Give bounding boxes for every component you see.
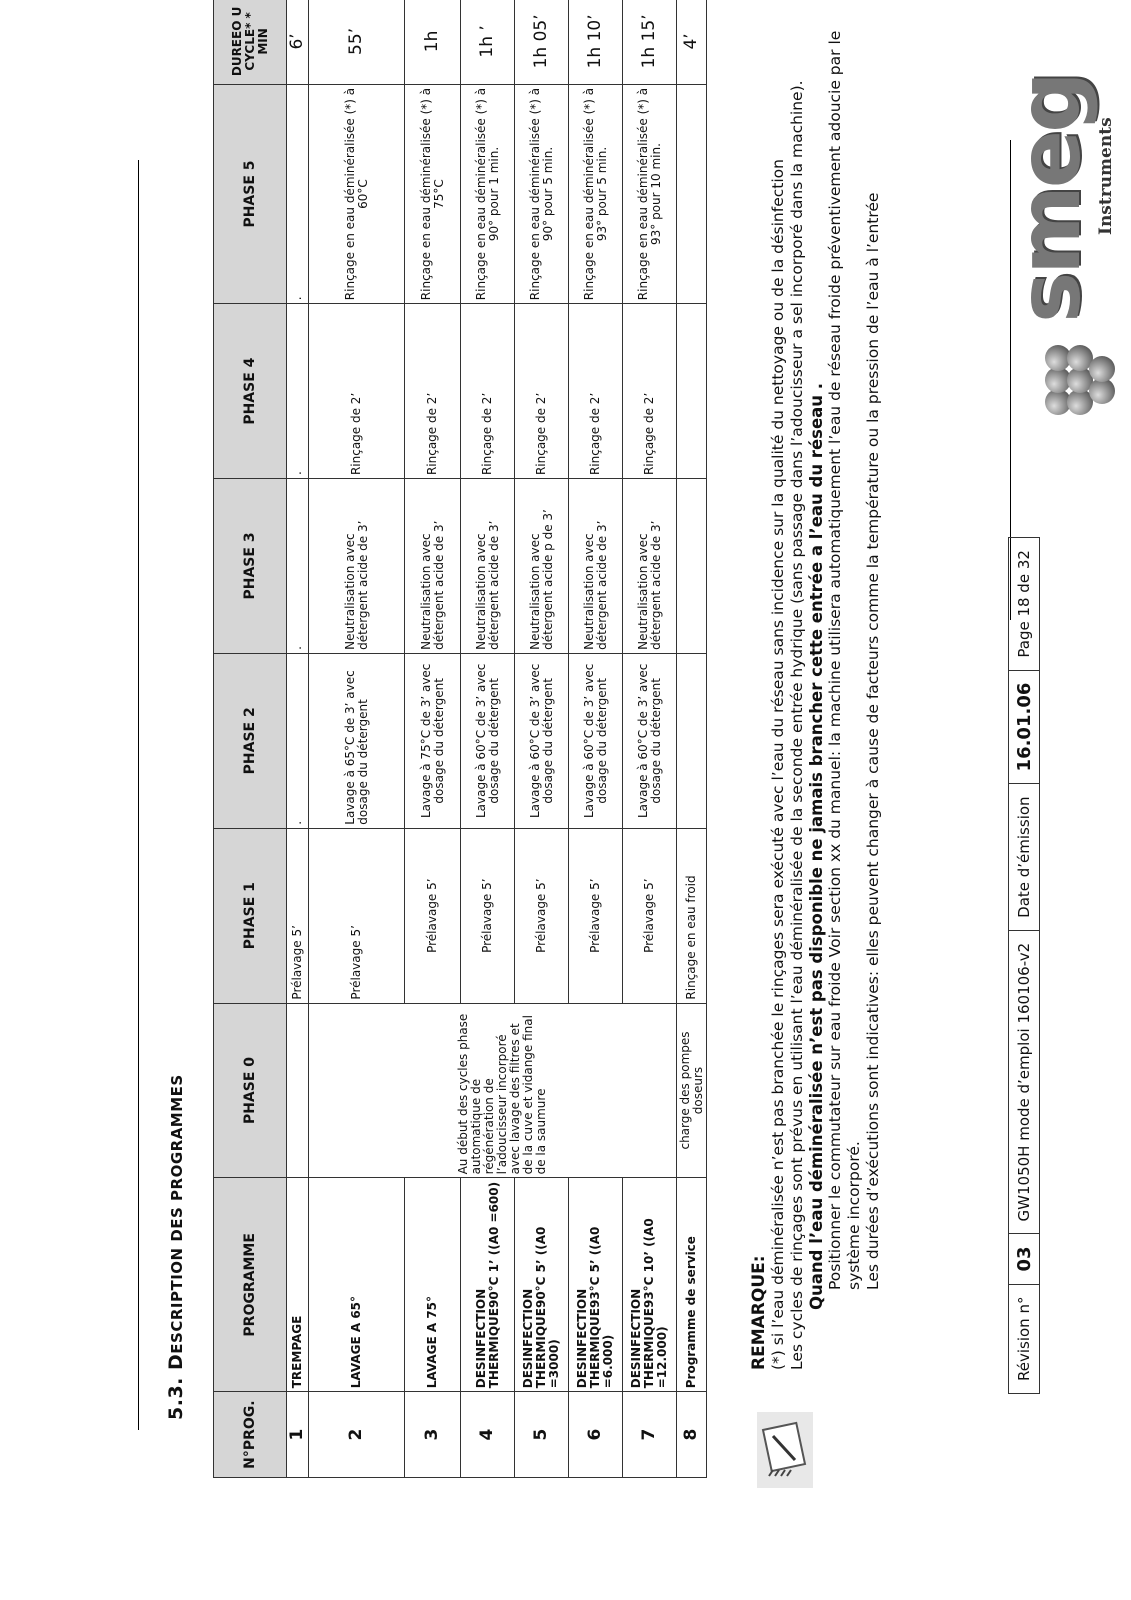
table-row xyxy=(309,0,405,1478)
prog-phase1: Prélavage 5’ xyxy=(623,828,677,1003)
col-header-phase3: PHASE 3 xyxy=(214,479,287,654)
prog-phase3: Neutralisation avec détergent acide de 3’ xyxy=(405,479,461,654)
prog-phase4: . xyxy=(287,304,309,479)
prog-phase3: Neutralisation avec détergent acide de 3’ xyxy=(309,479,405,654)
prog-phase4: Rinçage de 2’ xyxy=(405,304,461,479)
col-header-phase2: PHASE 2 xyxy=(214,653,287,828)
prog-phase3: Neutralisation avec détergent acide de 3’ xyxy=(569,479,623,654)
prog-duration: 1h ’ xyxy=(461,0,515,84)
remark-warning: Quand l’eau déminéralisée n’est pas disponible ne jamais brancher cette entrée a l’eau du réseau . xyxy=(807,382,826,1310)
col-header-programme: PROGRAMME xyxy=(214,1178,287,1392)
prog-phase5: Rinçage en eau déminéralisée (*) à 90° pour 1 min. xyxy=(461,84,515,303)
prog-name: Programme de service xyxy=(677,1178,707,1392)
prog-duration: 4’ xyxy=(677,0,707,84)
prog-phase5: Rinçage en eau déminéralisée (*) à 93° pour 5 min. xyxy=(569,84,623,303)
table-row xyxy=(515,0,569,1478)
section-title-rest: ESCRIPTION DES PROGRAMMES xyxy=(168,1074,186,1354)
prog-phase5: Rinçage en eau déminéralisée (*) à 60°C xyxy=(309,84,405,303)
table-row xyxy=(623,0,677,1478)
section-title-initial: D xyxy=(165,1353,187,1370)
prog-phase3: . xyxy=(287,479,309,654)
page-number: Page 18 de 32 xyxy=(1009,538,1040,671)
prog-phase2: Lavage à 60°C de 3’ avec dosage du détergent xyxy=(461,653,515,828)
prog-phase2: Lavage à 75°C de 3’ avec dosage du détergent xyxy=(405,653,461,828)
prog-phase1: Prélavage 5’ xyxy=(515,828,569,1003)
prog-phase3 xyxy=(677,479,707,654)
prog-phase5: . xyxy=(287,84,309,303)
prog-phase1: Prélavage 5’ xyxy=(287,828,309,1003)
prog-phase3: Neutralisation avec détergent acide de 3’ xyxy=(623,479,677,654)
col-header-phase1: PHASE 1 xyxy=(214,828,287,1003)
prog-phase5: Rinçage en eau déminéralisée (*) à 75°C xyxy=(405,84,461,303)
title-rule xyxy=(138,160,139,1430)
date-label: Date d’émission xyxy=(1009,784,1040,930)
logo-dots-icon xyxy=(1045,325,1115,415)
col-header-num: N°PROG. xyxy=(214,1392,287,1478)
prog-phase3: Neutralisation avec détergent acide p de 3’ xyxy=(515,479,569,654)
table-row xyxy=(569,0,623,1478)
remark-line-2: Les cycles de rinçages sont prévus en utilisant l’eau déminéralisée de la seconde entrée hydrique (sans passage dans l’adoucisseur a sel incorporé dans la machine). xyxy=(788,80,806,1370)
prog-phase4: Rinçage de 2’ xyxy=(569,304,623,479)
prog-phase1: Prélavage 5’ xyxy=(309,828,405,1003)
prog-duration: 1h 05’ xyxy=(515,0,569,84)
date-value: 16.01.06 xyxy=(1009,670,1040,784)
prog-number: 8 xyxy=(677,1392,707,1478)
prog-phase5 xyxy=(677,84,707,303)
prog-phase0-merged: Au début des cycles phase automatique de régénération de l’adoucisseur incorporé avec lavage des filtres et de la cuve et vidange final de la saumure xyxy=(309,1003,677,1178)
col-header-duration: DUREEO U CYCLE* * MIN xyxy=(214,0,287,84)
revision-value: 03 xyxy=(1009,1234,1040,1284)
prog-number: 4 xyxy=(461,1392,515,1478)
prog-phase4: Rinçage de 2’ xyxy=(623,304,677,479)
prog-name: DESINFECTION THERMIQUE93°C 5’ ((A0 =6.000) xyxy=(569,1178,623,1392)
table-row xyxy=(405,0,461,1478)
prog-name: DESINFECTION THERMIQUE90°C 5’ ((A0 =3000) xyxy=(515,1178,569,1392)
brand-logo xyxy=(1000,74,1130,415)
table-header-row xyxy=(214,0,287,1478)
prog-name: LAVAGE A 65° xyxy=(309,1178,405,1392)
table-row xyxy=(287,0,309,1478)
prog-number: 5 xyxy=(515,1392,569,1478)
programs-table xyxy=(213,0,707,1478)
remarks-block xyxy=(750,20,883,1470)
prog-phase0 xyxy=(287,1003,309,1178)
prog-name: LAVAGE A 75° xyxy=(405,1178,461,1392)
prog-name: TREMPAGE xyxy=(287,1178,309,1392)
prog-duration: 1h xyxy=(405,0,461,84)
prog-phase1: Rinçage en eau froid xyxy=(677,828,707,1003)
prog-name: DESINFECTION THERMIQUE93°C 10’ ((A0 =12.000) xyxy=(623,1178,677,1392)
prog-phase1: Prélavage 5’ xyxy=(405,828,461,1003)
table-row xyxy=(677,0,707,1478)
remark-line-4: Les durées d’exécutions sont indicatives: elles peuvent changer à cause de facteurs comme la température ou la pression de l’eau à l’entrée xyxy=(864,192,882,1290)
remark-line-1: (*) si l’eau déminéralisée n’est pas branchée le rinçages sera exécuté avec l’eau du réseau sans incidence sur la qualité du nettoyage ou de la désinfection xyxy=(769,159,787,1370)
remarks-heading: REMARQUE: xyxy=(749,1255,769,1370)
prog-duration: 1h 10’ xyxy=(569,0,623,84)
prog-phase1: Prélavage 5’ xyxy=(569,828,623,1003)
section-number: 5.3. xyxy=(165,1377,187,1420)
prog-phase3: Neutralisation avec détergent acide de 3’ xyxy=(461,479,515,654)
col-header-phase4: PHASE 4 xyxy=(214,304,287,479)
prog-duration: 6’ xyxy=(287,0,309,84)
prog-phase4: Rinçage de 2’ xyxy=(515,304,569,479)
brand-wordmark: smeg xyxy=(1000,74,1100,323)
prog-phase2: . xyxy=(287,653,309,828)
revision-label: Révision n° xyxy=(1009,1284,1040,1393)
prog-phase0: charge des pompes doseurs xyxy=(677,1003,707,1178)
prog-name: DESINFECTION THERMIQUE90°C 1’ ((A0 =600) xyxy=(461,1178,515,1392)
prog-phase2 xyxy=(677,653,707,828)
section-title xyxy=(165,1074,187,1420)
prog-duration: 1h 15’ xyxy=(623,0,677,84)
prog-duration: 55’ xyxy=(309,0,405,84)
prog-phase5: Rinçage en eau déminéralisée (*) à 90° pour 5 min. xyxy=(515,84,569,303)
prog-phase2: Lavage à 60°C de 3’ avec dosage du détergent xyxy=(569,653,623,828)
footer-table xyxy=(1008,537,1040,1394)
prog-phase5: Rinçage en eau déminéralisée (*) à 93° pour 10 min. xyxy=(623,84,677,303)
col-header-phase0: PHASE 0 xyxy=(214,1003,287,1178)
prog-phase2: Lavage à 60°C de 3’ avec dosage du détergent xyxy=(515,653,569,828)
prog-phase4: Rinçage de 2’ xyxy=(309,304,405,479)
prog-number: 2 xyxy=(309,1392,405,1478)
col-header-phase5: PHASE 5 xyxy=(214,84,287,303)
prog-phase1: Prélavage 5’ xyxy=(461,828,515,1003)
prog-number: 6 xyxy=(569,1392,623,1478)
prog-phase4 xyxy=(677,304,707,479)
prog-phase2: Lavage à 60°C de 3’ avec dosage du détergent xyxy=(623,653,677,828)
prog-number: 7 xyxy=(623,1392,677,1478)
brand-subtitle: Instruments xyxy=(1096,117,1116,235)
prog-number: 1 xyxy=(287,1392,309,1478)
prog-phase2: Lavage à 65°C de 3’ avec dosage du détergent xyxy=(309,653,405,828)
prog-number: 3 xyxy=(405,1392,461,1478)
document-name: GW1050H mode d’emploi 160106-v2 xyxy=(1009,930,1040,1234)
prog-phase4: Rinçage de 2’ xyxy=(461,304,515,479)
remark-line-3: Positionner le commutateur sur eau froide Voir section xx du manuel: la machine utilisera automatiquement l’eau de réseau froide préventivement adoucie par le système incorporé. xyxy=(826,30,863,1290)
table-row xyxy=(461,0,515,1478)
